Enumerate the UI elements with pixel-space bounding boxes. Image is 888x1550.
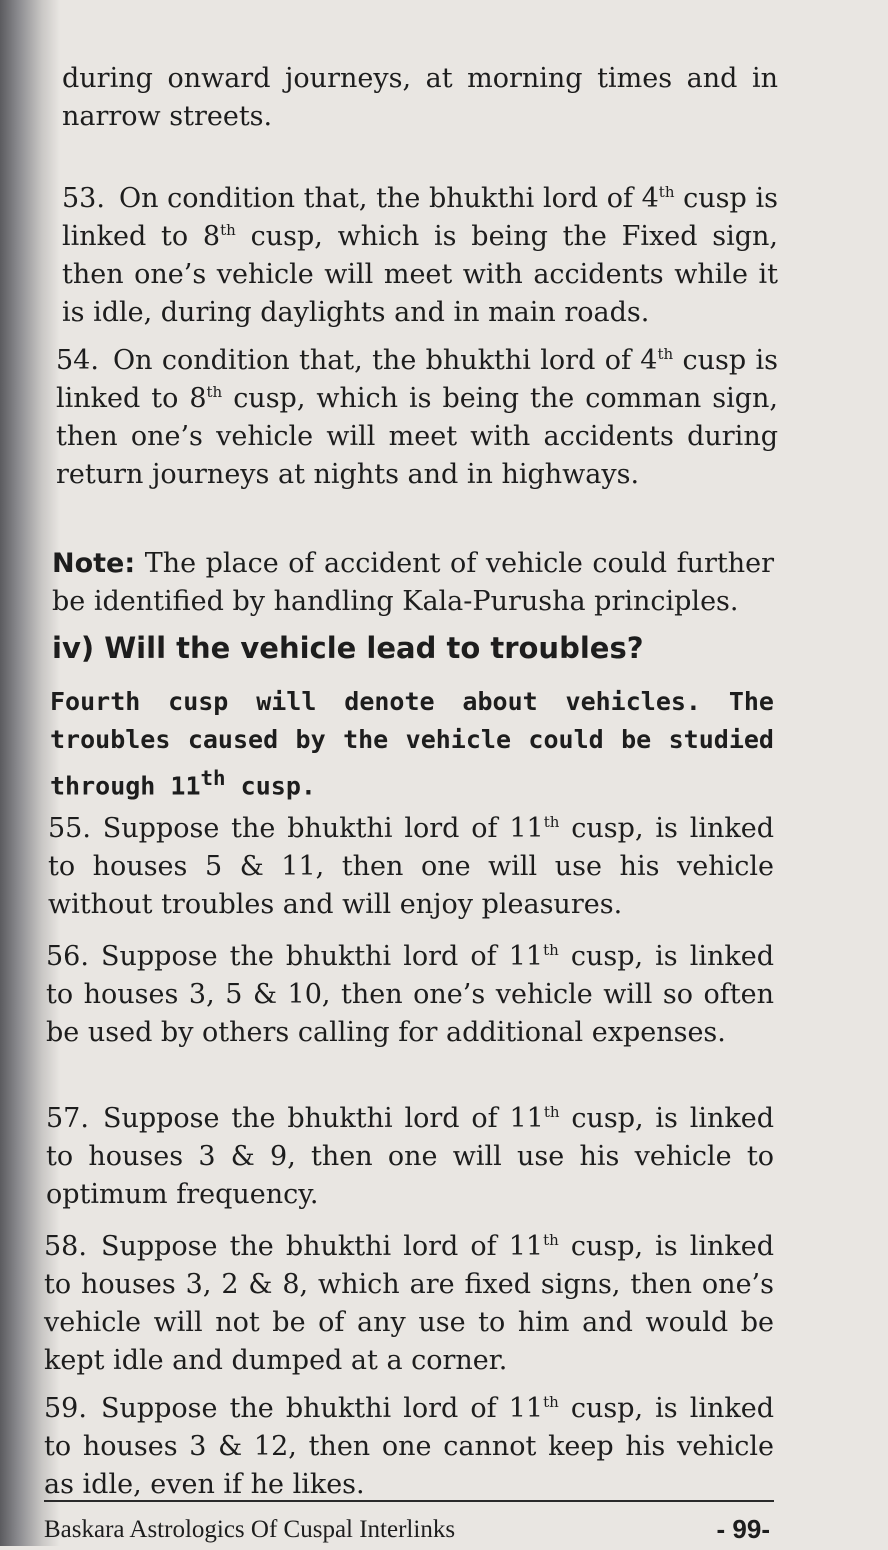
paragraph-57: 57. Suppose the bhukthi lord of 11th cusp, is linked to houses 3 & 9, then one will use his vehicle to optimum frequency. — [46, 1103, 774, 1210]
paragraph-54: 54. On condition that, the bhukthi lord of 4th cusp is linked to 8th cusp, which is being the comman sign, then one’s vehicle will meet with accidents during return journeys at nights and in highways. — [56, 345, 778, 490]
paragraph-55: 55. Suppose the bhukthi lord of 11th cusp, is linked to houses 5 & 11, then one will use his vehicle without troubles and will enjoy pleasures. — [48, 813, 774, 920]
section-heading: iv) Will the vehicle lead to troubles? — [52, 631, 644, 665]
paragraph-number: 54. — [56, 345, 99, 376]
paragraph-56: 56. Suppose the bhukthi lord of 11th cusp, is linked to houses 3, 5 & 10, then one’s vehicle will so often be used by others calling for additional expenses. — [46, 941, 774, 1048]
section-intro: Fourth cusp will denote about vehicles. The troubles caused by the vehicle could be studied through 11th cusp. — [50, 687, 774, 801]
footer-divider — [44, 1500, 774, 1502]
paragraph-number: 58. — [44, 1231, 87, 1262]
paragraph-52-continuation: during onward journeys, at morning times and in narrow streets. — [62, 63, 778, 132]
book-title: Baskara Astrologics Of Cuspal Interlinks — [44, 1516, 456, 1543]
book-page — [44, 40, 788, 1544]
note-paragraph: Note: The place of accident of vehicle could further be identified by handling Kala-Purusha principles. — [52, 548, 774, 617]
paragraph-number: 53. — [62, 183, 105, 214]
paragraph-53: 53. On condition that, the bhukthi lord of 4th cusp is linked to 8th cusp, which is being the Fixed sign, then one’s vehicle will meet with accidents while it is idle, during daylights and in main roads. — [62, 183, 779, 328]
paragraph-number: 59. — [44, 1393, 87, 1424]
paragraph-number: 57. — [46, 1103, 89, 1134]
page-number: - 99- — [716, 1514, 770, 1544]
paragraph-58: 58. Suppose the bhukthi lord of 11th cusp, is linked to houses 3, 2 & 8, which are fixed signs, then one’s vehicle will not be of any use to him and would be kept idle and dumped at a corner. — [44, 1231, 774, 1376]
note-label: Note: — [52, 548, 136, 579]
page-footer — [44, 1510, 774, 1550]
paragraph-59: 59. Suppose the bhukthi lord of 11th cusp, is linked to houses 3 & 12, then one cannot keep his vehicle as idle, even if he likes. — [44, 1393, 774, 1500]
